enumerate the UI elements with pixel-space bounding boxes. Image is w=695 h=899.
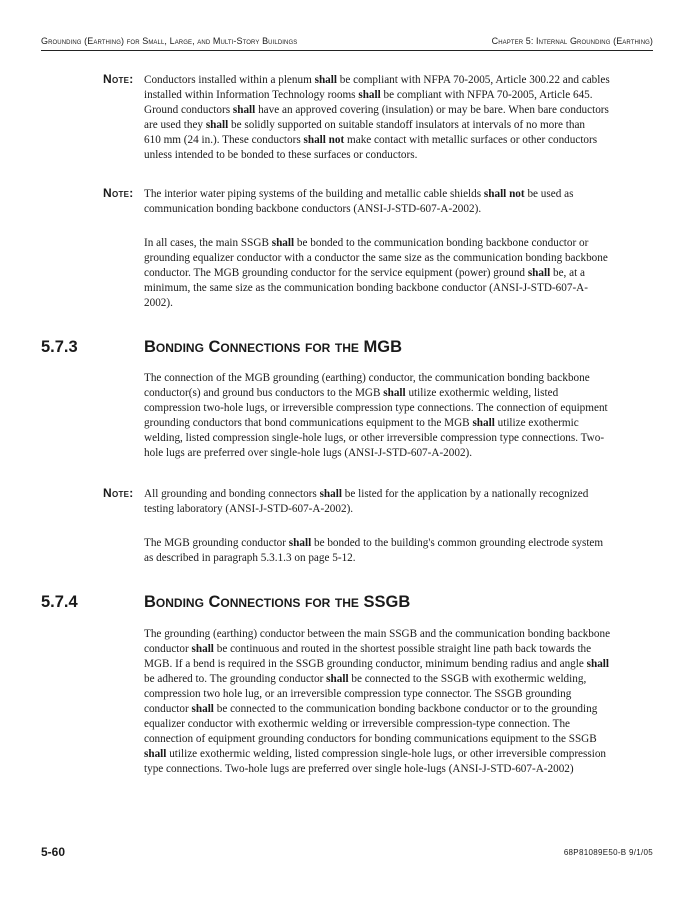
- emphasis: shall: [472, 417, 495, 429]
- text-line: Conductors installed within a plenum shall be compliant with NFPA 70-2005, Article 300.22 and cables: [144, 74, 610, 86]
- text-line: communication bonding backbone conductors (ANSI-J-STD-607-A-2002).: [144, 203, 482, 215]
- section-number: 5.7.3: [41, 338, 78, 356]
- text-line: 610 mm (24 in.). These conductors shall not make contact with metallic surfaces or other conductors: [144, 134, 598, 146]
- emphasis: shall: [288, 537, 312, 549]
- text-line: grounding equalizer conductor with a conductor the same size as the communication bonding backbone: [144, 252, 608, 264]
- emphasis: shall not: [303, 134, 345, 146]
- text-line: In all cases, the main SSGB shall be bonded to the communication bonding backbone conductor or: [144, 237, 589, 249]
- text-line: be adhered to. The grounding conductor shall be connected to the SSGB with exothermic welding,: [144, 673, 587, 685]
- text-line: as described in paragraph 5.3.1.3 on page 5-12.: [144, 552, 356, 564]
- note-label: Note:: [103, 72, 134, 86]
- text-line: type connections. Two-hole lugs are preferred over single hole-lugs (ANSI-J-STD-607-A-2002): [144, 763, 574, 775]
- note-label: Note:: [103, 486, 134, 500]
- emphasis: shall: [314, 74, 337, 86]
- emphasis: shall: [358, 89, 381, 101]
- text-line: grounding conductors that bond communications equipment to the MGB shall utilize exothermic: [144, 417, 579, 429]
- running-header-left: Grounding (Earthing) for Small, Large, and Multi-Story Buildings: [41, 36, 298, 46]
- text-line: installed within Information Technology rooms shall be compliant with NFPA 70-2005, Article 645.: [144, 89, 593, 101]
- section-title: Bonding Connections for the SSGB: [144, 593, 411, 611]
- emphasis: shall: [527, 267, 551, 279]
- text-line: hole lugs are preferred over single-hole lugs (ANSI-J-STD-607-A-2002).: [144, 447, 473, 459]
- text-line: are used they shall be solidly supported on suitable standoff insulators at intervals of no more than: [144, 119, 586, 131]
- text-line: The interior water piping systems of the building and metallic cable shields shall not be used as: [144, 188, 574, 200]
- running-header-right: Chapter 5: Internal Grounding (Earthing): [491, 36, 653, 46]
- page-number: 5-60: [41, 845, 66, 859]
- text-line: equalizer conductor with exothermic welding or irreversible compression-type connection. The: [144, 718, 571, 730]
- text-line: compression two hole lug, or an irreversible compression type connector. The SSGB grounding: [144, 688, 572, 700]
- section-title: Bonding Connections for the MGB: [144, 338, 402, 356]
- note-text: [144, 187, 616, 217]
- body-paragraph: [144, 236, 616, 311]
- text-line: connection of equipment grounding conductors for bonding communications equipment to the SSGB: [144, 733, 597, 745]
- text-line: unless intended to be bonded to these surfaces or conductors.: [144, 149, 418, 161]
- text-line: Ground conductors shall have an approved covering (insulation) or may be bare. When bare conductors: [144, 104, 609, 116]
- text-line: testing laboratory (ANSI-J-STD-607-A-2002).: [144, 503, 354, 515]
- text-line: 2002).: [144, 297, 173, 309]
- text-line: compression two-hole lugs, or irreversible compression type connections. The connection of equipment: [144, 402, 608, 414]
- text-line: All grounding and bonding connectors shall be listed for the application by a nationally recognized: [144, 488, 589, 500]
- text-line: minimum, the same size as the communication bonding backbone conductor (ANSI-J-STD-607-A-: [144, 282, 588, 294]
- note-text: [144, 73, 616, 163]
- note-text: [144, 487, 616, 517]
- header-rule: [41, 50, 653, 51]
- emphasis: shall: [383, 387, 406, 399]
- emphasis: shall: [191, 643, 214, 655]
- text-line: shall utilize exothermic welding, listed compression single-hole lugs, or other irreversible compression: [144, 748, 607, 760]
- note-label: Note:: [103, 186, 134, 200]
- text-line: conductor shall be continuous and routed in the shortest possible straight line path back towards the: [144, 643, 592, 655]
- body-paragraph: [144, 536, 616, 566]
- emphasis: shall: [586, 658, 610, 670]
- text-line: The connection of the MGB grounding (earthing) conductor, the communication bonding backbone: [144, 372, 590, 384]
- text-line: welding, listed compression single-hole lugs, or other irreversible compression type connections. Two-: [144, 432, 605, 444]
- emphasis: shall: [271, 237, 295, 249]
- section-number: 5.7.4: [41, 593, 78, 611]
- emphasis: shall: [205, 119, 229, 131]
- emphasis: shall not: [483, 188, 525, 200]
- text-line: conductor shall be connected to the communication bonding backbone conductor or to the grounding: [144, 703, 598, 715]
- emphasis: shall: [319, 488, 342, 500]
- text-line: The grounding (earthing) conductor between the main SSGB and the communication bonding backbone: [144, 628, 611, 640]
- text-line: conductor. The MGB grounding conductor for the service equipment (power) ground shall be, at a: [144, 267, 585, 279]
- body-paragraph: [144, 627, 616, 777]
- emphasis: shall: [232, 104, 256, 116]
- text-line: conductor(s) and ground bus conductors to the MGB shall utilize exothermic welding, listed: [144, 387, 559, 399]
- document-id: 68P81089E50-B 9/1/05: [563, 848, 653, 857]
- emphasis: shall: [191, 703, 214, 715]
- text-line: The MGB grounding conductor shall be bonded to the building's common grounding electrode system: [144, 537, 604, 549]
- body-paragraph: [144, 371, 616, 461]
- emphasis: shall: [144, 748, 167, 760]
- text-line: MGB. If a bend is required in the SSGB grounding conductor, minimum bending radius and angle shall: [144, 658, 610, 670]
- emphasis: shall: [326, 673, 349, 685]
